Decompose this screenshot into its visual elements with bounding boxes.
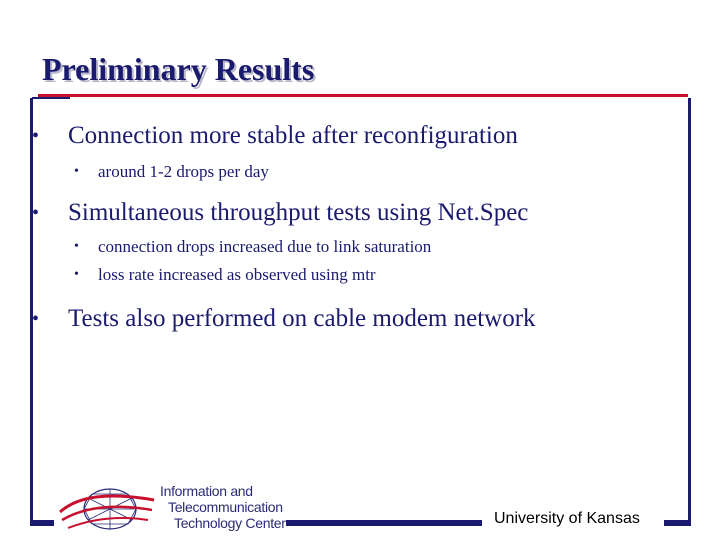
frame-left-border bbox=[30, 98, 33, 526]
frame-bottom-border bbox=[30, 520, 54, 526]
logo-wordmark bbox=[160, 483, 286, 531]
frame-right-border bbox=[688, 98, 691, 526]
sub-bullet-list bbox=[32, 233, 692, 289]
logo-line: Information and bbox=[160, 483, 253, 499]
sub-bullet-item: • around 1-2 drops per day bbox=[32, 158, 692, 186]
sub-bullet-item: • connection drops increased due to link saturation bbox=[32, 233, 692, 261]
sub-bullet-list bbox=[32, 158, 692, 186]
logo-line: Technology Center bbox=[174, 515, 286, 531]
globe-swoosh-icon bbox=[58, 482, 156, 534]
bullet-item: • Tests also performed on cable modem network bbox=[32, 303, 692, 335]
frame-bottom-border bbox=[664, 520, 691, 526]
slide-title: Preliminary Results bbox=[42, 51, 315, 87]
frame-bottom-border bbox=[286, 520, 482, 526]
bullet-list bbox=[32, 120, 692, 335]
title-underline-red bbox=[38, 94, 688, 97]
bullet-item: • Connection more stable after reconfiguration bbox=[32, 120, 692, 152]
ittc-logo bbox=[56, 480, 286, 536]
footer-university: University of Kansas bbox=[494, 510, 640, 527]
logo-line: Telecommunication bbox=[168, 499, 283, 515]
sub-bullet-group bbox=[32, 158, 692, 186]
sub-bullet-group bbox=[32, 233, 692, 289]
sub-bullet-item: • loss rate increased as observed using mtr bbox=[32, 261, 692, 289]
bullet-item: • Simultaneous throughput tests using Net.Spec bbox=[32, 197, 692, 229]
title-underline-accent bbox=[32, 97, 70, 99]
